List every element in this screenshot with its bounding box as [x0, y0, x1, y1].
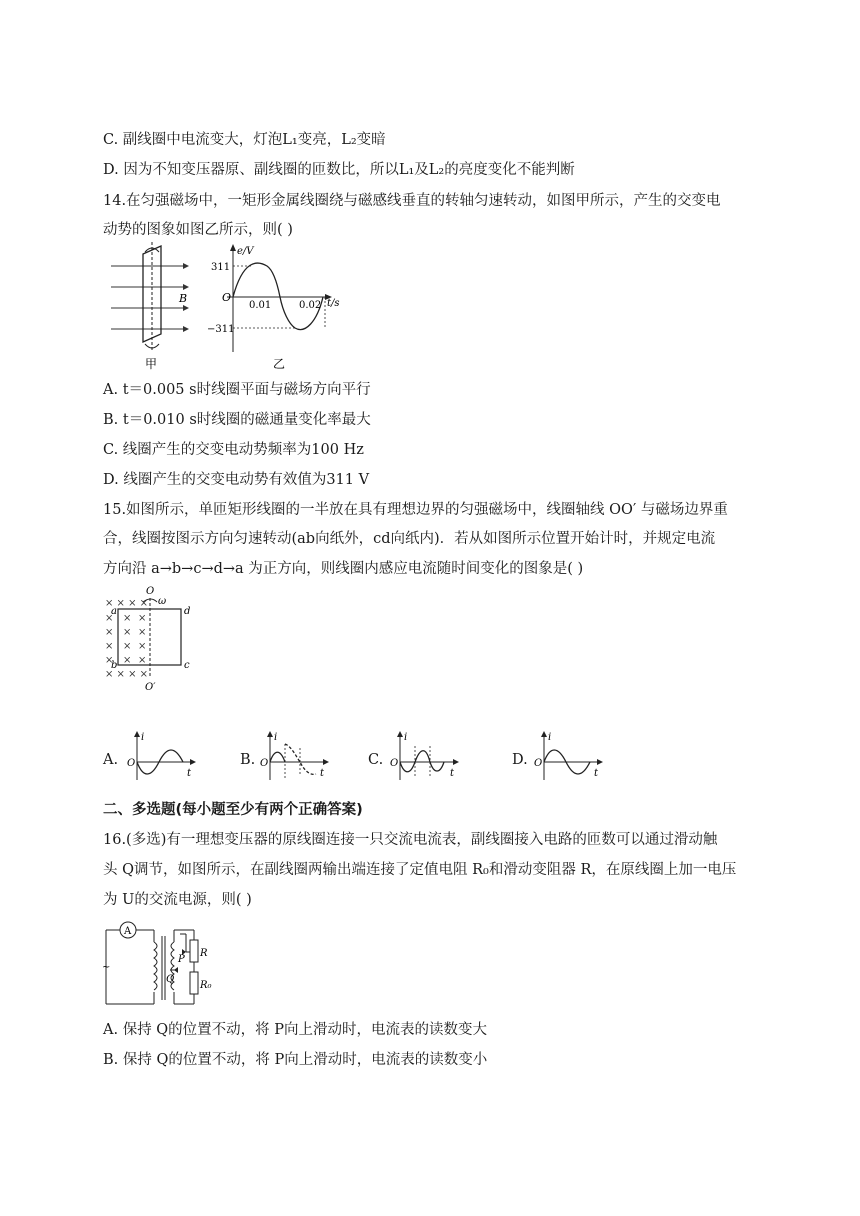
svg-text:R₀: R₀ — [200, 980, 212, 991]
q16-option-b: B. 保持 Q的位置不动，将 P向上滑动时，电流表的读数变小 — [103, 1052, 488, 1068]
q15-stem-line1: 15.如图所示，单匝矩形线圈的一半放在具有理想边界的匀强磁场中，线圈轴线 OO′ 与磁场边界重 — [103, 502, 728, 518]
svg-text:i: i — [274, 732, 278, 743]
field-label: B — [179, 292, 188, 305]
q15-option-a-label[interactable]: A. — [103, 752, 119, 768]
svg-text:0.02: 0.02 — [299, 300, 322, 311]
q14-option-a: A. t＝0.005 s时线圈平面与磁场方向平行 — [103, 382, 371, 398]
figure-yi-label: 乙 — [273, 357, 286, 371]
svg-text:t: t — [450, 768, 455, 779]
q15-option-d-label[interactable]: D. — [512, 752, 528, 768]
svg-text:×: × — [138, 655, 147, 666]
svg-text:O: O — [146, 586, 155, 597]
emf-sine-curve — [233, 263, 323, 329]
svg-text:× × × ×: × × × × — [105, 669, 149, 680]
svg-text:O: O — [534, 758, 543, 769]
svg-text:b: b — [111, 660, 118, 671]
section-heading-multi-choice: 二、多选题(每小题至少有两个正确答案) — [103, 802, 363, 818]
q14-stem-line1: 14.在匀强磁场中，一矩形金属线圈绕与磁感线垂直的转轴匀速转动，如图甲所示，产生的交变电 — [103, 193, 721, 209]
svg-text:O: O — [260, 758, 269, 769]
svg-text:i: i — [404, 732, 408, 743]
q14-option-c: C. 线圈产生的交变电动势频率为100 Hz — [103, 442, 364, 458]
svg-text:Q: Q — [166, 974, 175, 985]
svg-text:A: A — [124, 926, 132, 937]
q16-stem-line2: 头 Q调节，如图所示，在副线圈两输出端连接了定值电阻 R₀和滑动变阻器 R，在原线圈上加一电压 — [103, 862, 737, 878]
q15-option-a-graph[interactable] — [125, 730, 205, 782]
svg-text:311: 311 — [211, 262, 231, 273]
svg-text:−311: −311 — [207, 324, 235, 335]
figure-jia-label: 甲 — [145, 357, 158, 371]
svg-text:e/V: e/V — [237, 246, 254, 257]
q14-stem-line2: 动势的图象如图乙所示，则( ) — [103, 222, 293, 238]
q13-option-c: C. 副线圈中电流变大，灯泡L₁变亮，L₂变暗 — [103, 132, 386, 148]
magnetic-field-lines — [111, 266, 183, 329]
svg-text:×: × — [123, 641, 132, 652]
svg-text:O: O — [127, 758, 136, 769]
q16-figure — [100, 918, 220, 1010]
svg-text:c: c — [184, 660, 190, 671]
svg-text:×: × — [105, 655, 114, 666]
svg-text:t/s: t/s — [327, 298, 340, 309]
q15-option-c-graph[interactable] — [388, 730, 468, 782]
svg-text:O: O — [222, 291, 232, 304]
svg-text:a: a — [111, 606, 117, 617]
svg-text:×: × — [138, 641, 147, 652]
svg-text:ω: ω — [158, 596, 167, 607]
svg-text:t: t — [187, 768, 192, 779]
q15-figure — [103, 584, 213, 694]
svg-text:0.01: 0.01 — [249, 300, 272, 311]
svg-text:R: R — [200, 948, 208, 959]
svg-text:×: × — [105, 613, 114, 624]
q15-stem-line3: 方向沿 a→b→c→d→a 为正方向，则线圈内感应电流随时间变化的图象是( ) — [103, 561, 584, 577]
q15-option-b-graph[interactable] — [258, 730, 338, 782]
svg-text:P: P — [178, 954, 185, 965]
emf-graph — [207, 244, 340, 352]
svg-text:i: i — [548, 732, 552, 743]
svg-text:t: t — [320, 768, 325, 779]
q16-option-a: A. 保持 Q的位置不动，将 P向上滑动时，电流表的读数变大 — [103, 1022, 488, 1038]
svg-text:d: d — [184, 606, 191, 617]
q13-option-d: D. 因为不知变压器原、副线圈的匝数比，所以L₁及L₂的亮度变化不能判断 — [103, 162, 575, 178]
svg-text:×: × — [105, 641, 114, 652]
q14-option-b: B. t＝0.010 s时线圈的磁通量变化率最大 — [103, 412, 371, 428]
ac-source-icon: ~ — [102, 962, 111, 973]
q15-option-d-graph[interactable] — [532, 730, 612, 782]
q15-option-b-label[interactable]: B. — [240, 752, 256, 768]
svg-text:O′: O′ — [145, 682, 156, 693]
q16-stem-line3: 为 U的交流电源，则( ) — [103, 892, 252, 908]
svg-text:× × × ×: × × × × — [105, 598, 149, 609]
q16-stem-line1: 16.(多选)有一理想变压器的原线圈连接一只交流电流表，副线圈接入电路的匝数可以通过滑动触 — [103, 832, 718, 848]
q14-figure — [103, 242, 373, 372]
svg-text:×: × — [138, 627, 147, 638]
q15-stem-line2: 合，线圈按图示方向匀速转动(ab向纸外，cd向纸内)．若从如图所示位置开始计时，并规定电流 — [103, 531, 716, 547]
svg-text:×: × — [123, 613, 132, 624]
svg-text:×: × — [138, 613, 147, 624]
svg-text:×: × — [123, 655, 132, 666]
svg-text:t: t — [594, 768, 599, 779]
svg-text:O: O — [390, 758, 399, 769]
q15-option-c-label[interactable]: C. — [368, 752, 384, 768]
q14-option-d: D. 线圈产生的交变电动势有效值为311 V — [103, 472, 370, 488]
svg-text:×: × — [123, 627, 132, 638]
svg-text:i: i — [141, 732, 145, 743]
svg-text:×: × — [105, 627, 114, 638]
